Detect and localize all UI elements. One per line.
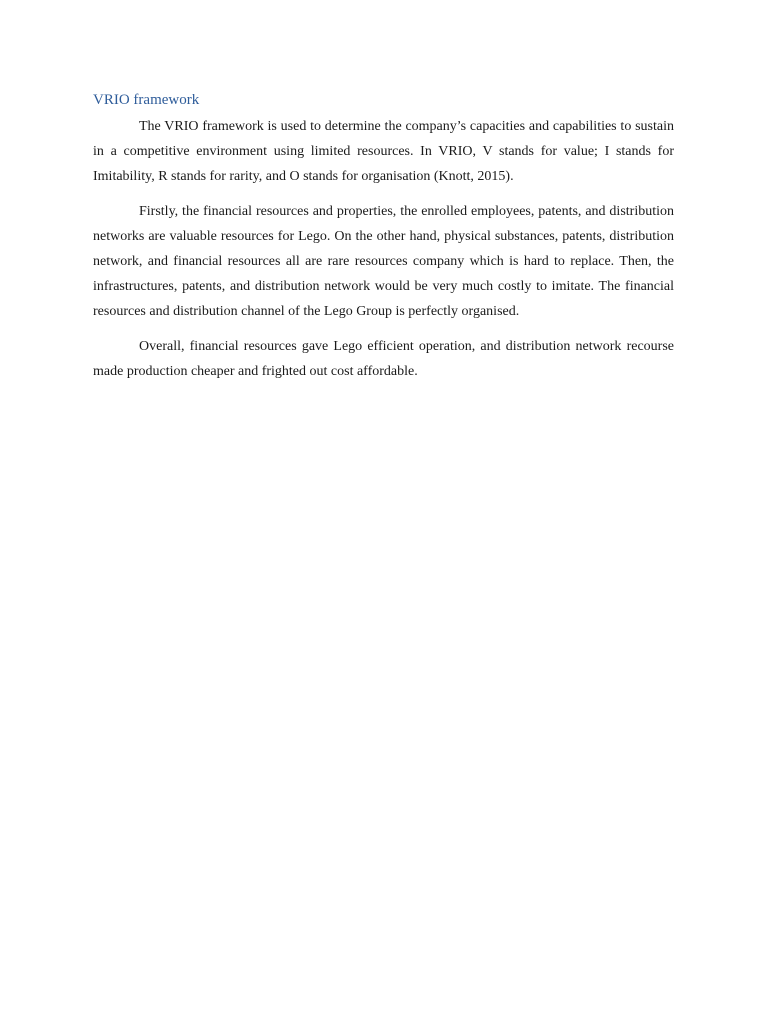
paragraph-lego-resources: Firstly, the financial resources and properties, the enrolled employees, patents, and distribution networks are valuable resources for Lego. On the other hand, physical substances, patents, distribution network, and financial resources all are rare resources company which is hard to replace. Then, the infrastructures, patents, and distribution network would be very much costly to imitate. The financial resources and distribution channel of the Lego Group is perfectly organised. <box>93 204 674 319</box>
document-body <box>93 88 674 394</box>
section-heading: VRIO framework <box>93 92 200 108</box>
paragraph-conclusion: Overall, financial resources gave Lego efficient operation, and distribution network recourse made production cheaper and frighted out cost affordable. <box>93 339 674 379</box>
paragraph-vrio-definition: The VRIO framework is used to determine the company’s capacities and capabilities to sustain in a competitive environment using limited resources. In VRIO, V stands for value; I stands for Imitability, R stands for rarity, and O stands for organisation (Knott, 2015). <box>93 119 674 184</box>
